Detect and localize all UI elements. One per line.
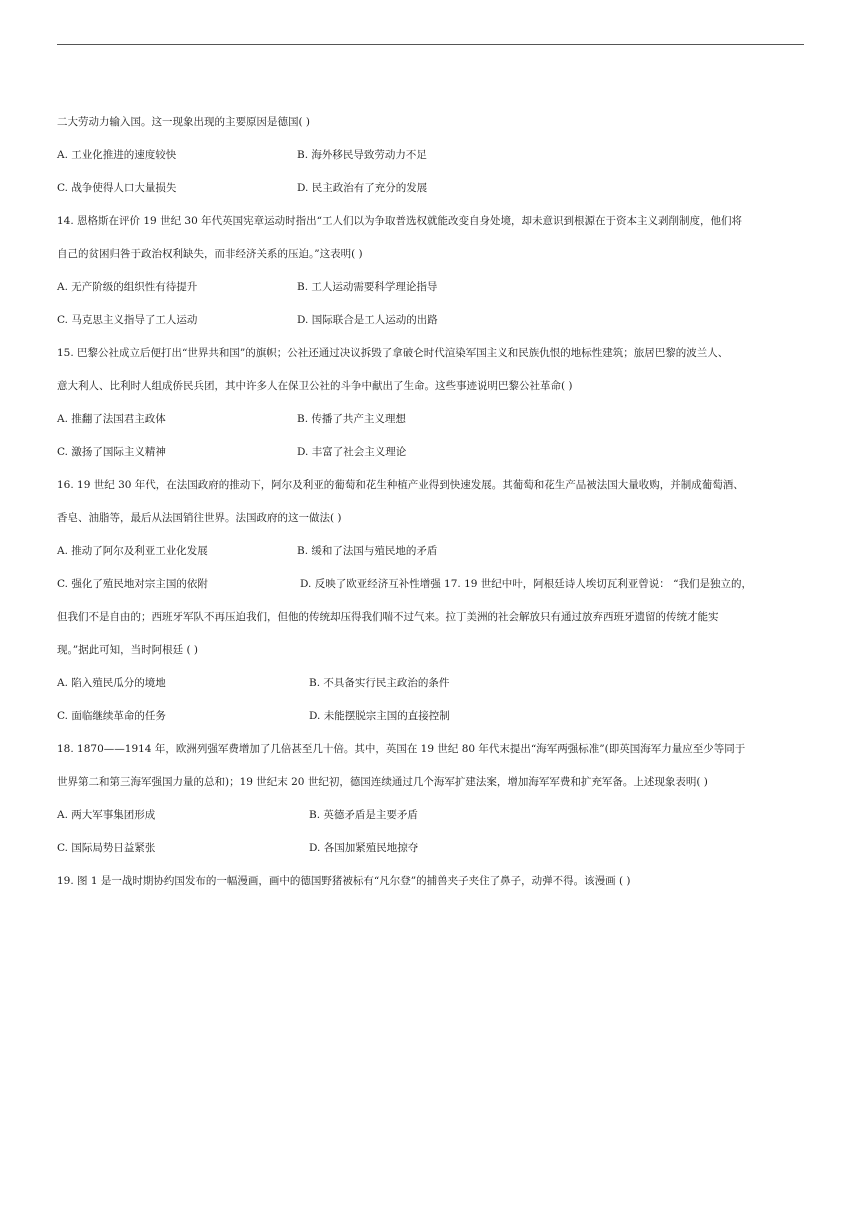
option-15a[interactable]: A. 推翻了法国君主政体 <box>57 413 166 425</box>
question-16-stem-line1: 16. 19 世纪 30 年代，在法国政府的推动下，阿尔及利亚的葡萄和花生种植产业得到快速发展。其葡萄和花生产品被法国大量收购，并制成葡萄酒、 <box>57 479 744 491</box>
question-13-options-cd <box>57 182 804 194</box>
option-16b[interactable]: B. 缓和了法国与殖民地的矛盾 <box>297 545 438 557</box>
question-15-stem-line2: 意大利人、比利时人组成侨民兵团，其中许多人在保卫公社的斗争中献出了生命。这些事迹说明巴黎公社革命( ) <box>57 380 573 392</box>
question-18-options-ab <box>57 809 804 821</box>
question-17-stem-line3: 现。”据此可知，当时阿根廷 ( ) <box>57 644 198 656</box>
question-18-options-cd <box>57 842 804 854</box>
header-rule <box>57 44 804 45</box>
option-16d-and-question-17-stem[interactable]: D. 反映了欧亚经济互补性增强 17. 19 世纪中叶，阿根廷诗人埃切瓦利亚曾说： “我们是独立的， <box>300 578 752 590</box>
option-13c[interactable]: C. 战争使得人口大量损失 <box>57 182 177 194</box>
option-18c[interactable]: C. 国际局势日益紧张 <box>57 842 156 854</box>
question-16-options-ab <box>57 545 804 557</box>
question-17-options-ab <box>57 677 804 689</box>
question-14-stem-line2: 自己的贫困归咎于政治权利缺失，而非经济关系的压迫。”这表明( ) <box>57 248 363 260</box>
exam-content <box>57 116 804 908</box>
question-14-options-cd <box>57 314 804 326</box>
question-15-options-ab <box>57 413 804 425</box>
option-17c[interactable]: C. 面临继续革命的任务 <box>57 710 166 722</box>
option-14d[interactable]: D. 国际联合是工人运动的出路 <box>297 314 438 326</box>
option-18d[interactable]: D. 各国加紧殖民地掠夺 <box>309 842 419 854</box>
question-18-stem-line1: 18. 1870——1914 年，欧洲列强军费增加了几倍甚至几十倍。其中，英国在 19 世纪 80 年代末提出“海军两强标准”(即英国海军力量应至少等同于 <box>57 743 746 755</box>
question-16-stem-line2: 香皂、油脂等，最后从法国销往世界。法国政府的这一做法( ) <box>57 512 342 524</box>
option-15c[interactable]: C. 激扬了国际主义精神 <box>57 446 166 458</box>
option-18b[interactable]: B. 英德矛盾是主要矛盾 <box>309 809 418 821</box>
question-14-stem-line1: 14. 恩格斯在评价 19 世纪 30 年代英国宪章运动时指出“工人们以为争取普选权就能改变自身处境，却未意识到根源在于资本主义剥削制度，他们将 <box>57 215 742 227</box>
option-17b[interactable]: B. 不具备实行民主政治的条件 <box>309 677 450 689</box>
question-15-options-cd <box>57 446 804 458</box>
option-17a[interactable]: A. 陷入殖民瓜分的境地 <box>57 677 166 689</box>
question-19-stem-line1: 19. 图 1 是一战时期协约国发布的一幅漫画，画中的德国野猪被标有“凡尔登”的捕兽夹子夹住了鼻子，动弹不得。该漫画 ( ) <box>57 875 631 887</box>
question-16-options-cd <box>57 578 804 590</box>
option-14a[interactable]: A. 无产阶级的组织性有待提升 <box>57 281 198 293</box>
question-17-stem-line2: 但我们不是自由的；西班牙军队不再压迫我们，但他的传统却压得我们喘不过气来。拉丁美洲的社会解放只有通过放弃西班牙遗留的传统才能实 <box>57 611 719 623</box>
option-14c[interactable]: C. 马克思主义指导了工人运动 <box>57 314 198 326</box>
option-16a[interactable]: A. 推动了阿尔及利亚工业化发展 <box>57 545 208 557</box>
option-14b[interactable]: B. 工人运动需要科学理论指导 <box>297 281 438 293</box>
option-15b[interactable]: B. 传播了共产主义理想 <box>297 413 406 425</box>
question-13-stem-tail: 二大劳动力输入国。这一现象出现的主要原因是德国( ) <box>57 116 311 128</box>
option-17d[interactable]: D. 未能摆脱宗主国的直接控制 <box>309 710 450 722</box>
option-13d[interactable]: D. 民主政治有了充分的发展 <box>297 182 428 194</box>
question-13-options-ab <box>57 149 804 161</box>
option-13b[interactable]: B. 海外移民导致劳动力不足 <box>297 149 427 161</box>
option-13a[interactable]: A. 工业化推进的速度较快 <box>57 149 177 161</box>
question-18-stem-line2: 世界第二和第三海军强国力量的总和)；19 世纪末 20 世纪初，德国连续通过几个海军扩建法案，增加海军军费和扩充军备。上述现象表明( ) <box>57 776 708 788</box>
question-17-options-cd <box>57 710 804 722</box>
option-18a[interactable]: A. 两大军事集团形成 <box>57 809 156 821</box>
question-15-stem-line1: 15. 巴黎公社成立后便打出“世界共和国”的旗帜；公社还通过决议拆毁了拿破仑时代渲染军国主义和民族仇恨的地标性建筑；旅居巴黎的波兰人、 <box>57 347 729 359</box>
option-15d[interactable]: D. 丰富了社会主义理论 <box>297 446 407 458</box>
question-14-options-ab <box>57 281 804 293</box>
option-16c[interactable]: C. 强化了殖民地对宗主国的依附 <box>57 578 208 590</box>
